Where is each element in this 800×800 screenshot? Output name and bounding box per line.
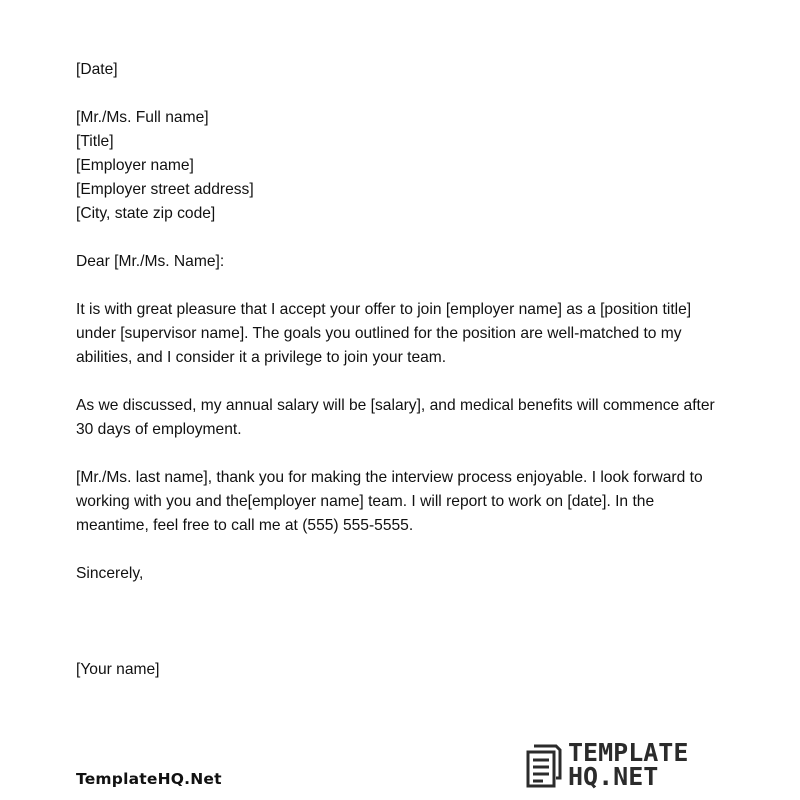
paragraph-thanks: [Mr./Ms. last name], thank you for making the interview process enjoyable. I look forward to working with you and the[employer name] team. I will report to work on [date]. In the meantime, feel free to call me at (555) 555-5555.	[76, 469, 703, 534]
closing: Sincerely,	[76, 565, 144, 582]
signature: [Your name]	[76, 661, 160, 678]
logo-wordmark	[568, 738, 689, 791]
paragraph-salary: As we discussed, my annual salary will be [salary], and medical benefits will commence after 30 days of employment.	[76, 397, 715, 438]
letter-body	[76, 58, 726, 682]
recipient-city: [City, state zip code]	[76, 205, 216, 222]
logo-line-template: TEMPLATE	[568, 738, 689, 767]
letter-date: [Date]	[76, 61, 118, 78]
recipient-name: [Mr./Ms. Full name]	[76, 109, 209, 126]
document-icon	[526, 744, 562, 788]
logo-line-hqnet: HQ.NET	[568, 762, 659, 791]
watermark-text: TemplateHQ.Net	[76, 770, 222, 788]
recipient-street: [Employer street address]	[76, 181, 254, 198]
recipient-title: [Title]	[76, 133, 114, 150]
salutation: Dear [Mr./Ms. Name]:	[76, 253, 225, 270]
templatehq-logo	[526, 738, 716, 791]
paragraph-acceptance: It is with great pleasure that I accept your offer to join [employer name] as a [position title] under [supervisor name]. The goals you outlined for the position are well-matched to my abilities, and I consider it a privilege to join your team.	[76, 301, 692, 366]
recipient-employer: [Employer name]	[76, 157, 194, 174]
